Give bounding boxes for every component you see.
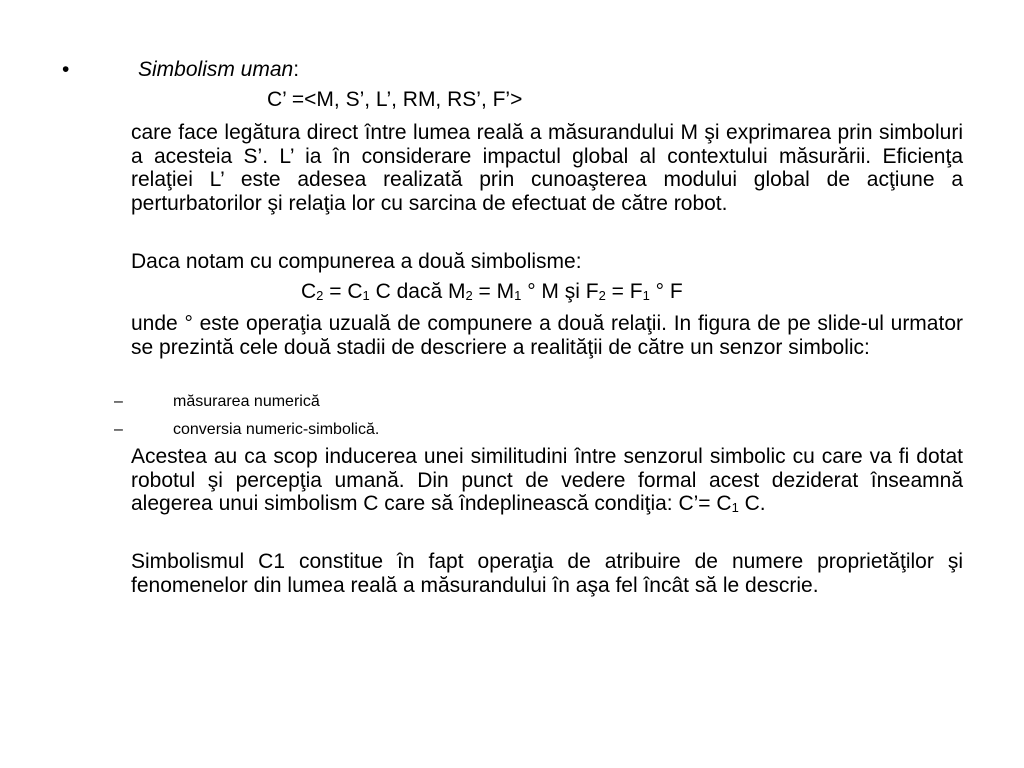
- composition-formula: [301, 280, 683, 306]
- subscript: 1: [642, 288, 650, 303]
- formula-part: = M: [472, 280, 515, 303]
- formula-part: C dacă M: [369, 280, 466, 303]
- section-heading: [138, 58, 299, 82]
- paragraph-2: Daca notam cu compunerea a două simbolisme:: [131, 250, 582, 273]
- bullet: •: [62, 58, 70, 81]
- list-dash: –: [114, 421, 123, 438]
- heading-title: Simbolism uman: [138, 58, 294, 81]
- heading-colon: :: [293, 58, 300, 81]
- subscript: 2: [598, 288, 606, 303]
- paragraph-4-text: Acestea au ca scop inducerea unei similitudini între senzorul simbolic cu care va fi dotat robotul şi percepţia umană. Din punct de vedere formal acest deziderat înseamnă alegerea unui simbolism C care să îndeplinească condiţia: C’= C: [131, 445, 963, 515]
- subscript: 2: [316, 288, 324, 303]
- paragraph-3: unde ° este operaţia uzuală de compunere a două relaţii. In figura de pe slide-ul urmator se prezintă cele două stadii de descriere a realităţii de către un senzor simbolic:: [131, 312, 963, 359]
- list-item: conversia numeric-simbolică.: [173, 421, 380, 438]
- subscript: 1: [362, 288, 370, 303]
- paragraph-1: care face legătura direct între lumea reală a măsurandului M şi exprimarea prin simboluri a acesteia S’. L’ ia în considerare impactul global al contextului măsurării. Eficienţa relaţiei L’ este adesea realizată prin cunoaşterea modului global de acţiune a perturbatorilor şi relaţia lor cu sarcina de efectuat de către robot.: [131, 121, 963, 215]
- formula: C’ =<M, S’, L’, RM, RS’, F’>: [267, 88, 523, 111]
- formula-part: ° F: [649, 280, 683, 303]
- formula-part: = C: [323, 280, 363, 303]
- c-symbol: C: [301, 280, 317, 303]
- subscript: 2: [465, 288, 473, 303]
- list-item: măsurarea numerică: [173, 393, 320, 410]
- subscript: 1: [731, 500, 739, 515]
- list-dash: –: [114, 393, 123, 410]
- formula-part: = F: [605, 280, 643, 303]
- subscript: 1: [514, 288, 522, 303]
- formula-part: ° M şi F: [521, 280, 599, 303]
- paragraph-4: [131, 445, 963, 518]
- paragraph-4-tail: C.: [738, 492, 766, 515]
- paragraph-5: Simbolismul C1 constitue în fapt operaţia de atribuire de numere proprietăţilor şi fenomenelor din lumea reală a măsurandului în aşa fel încât să le descrie.: [131, 550, 963, 597]
